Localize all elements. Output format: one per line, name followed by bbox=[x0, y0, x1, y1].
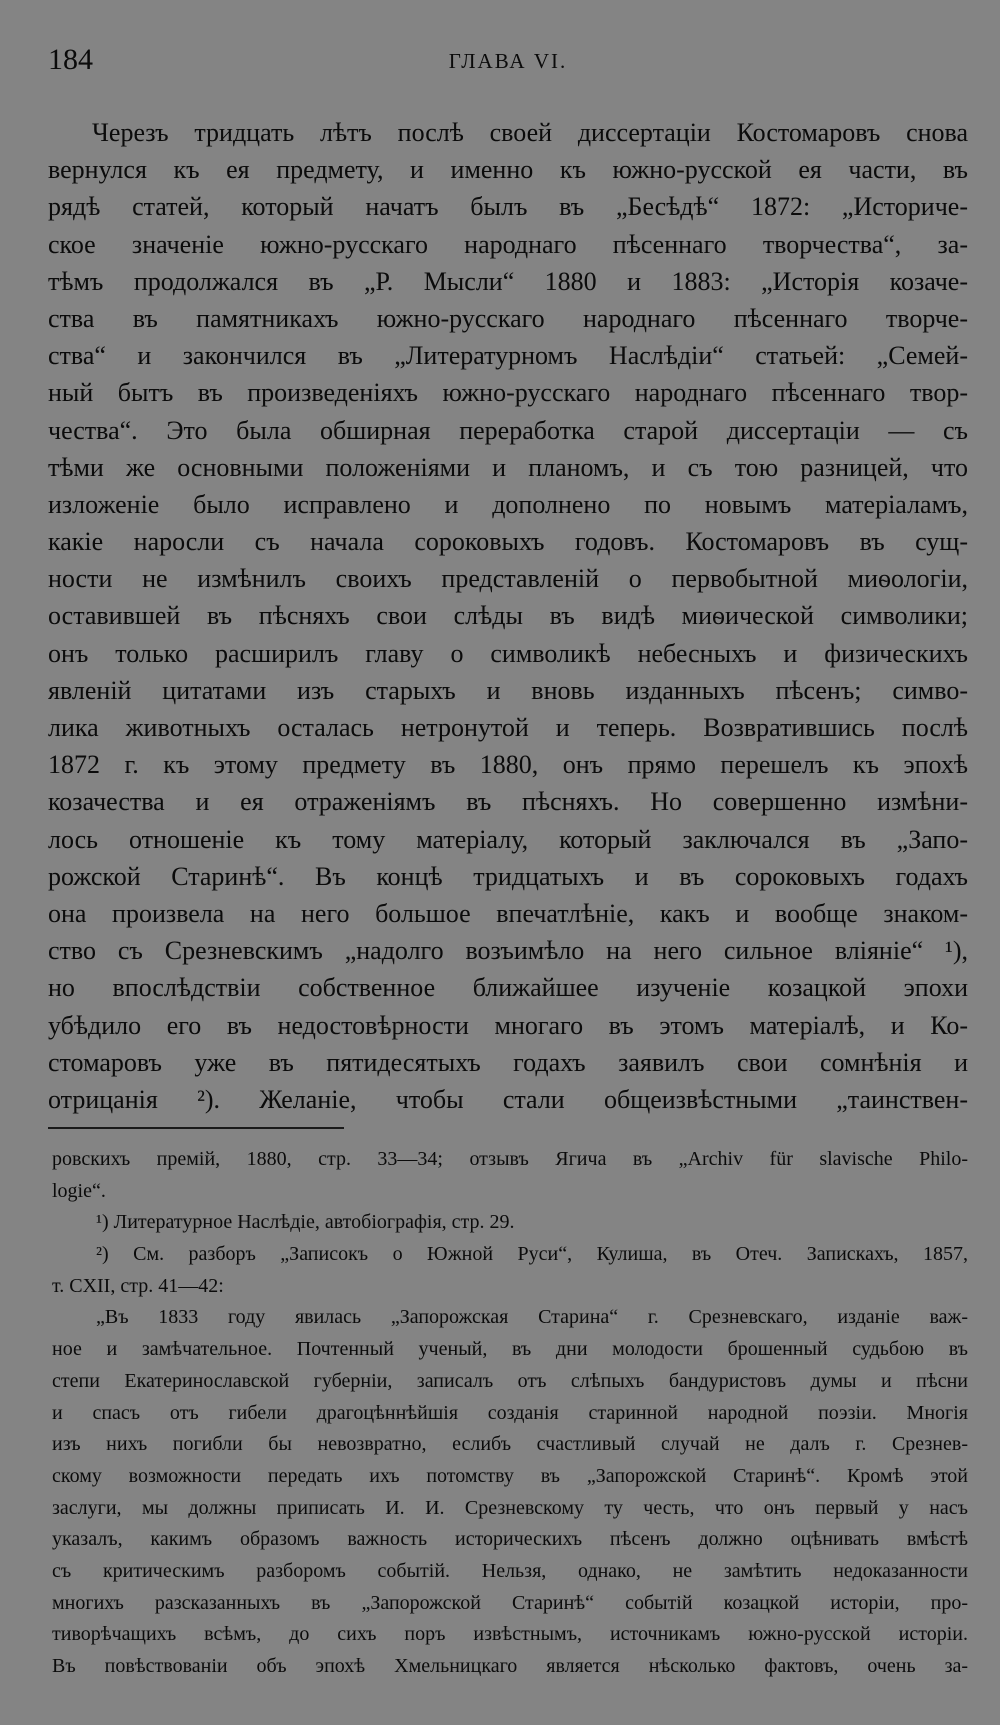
footnote-quote-line: степи Екатеринославской губерніи, записалъ отъ слѣпыхъ бандуристовъ думы и пѣсни bbox=[52, 1369, 968, 1392]
body-line: оставившей въ пѣсняхъ свои слѣды въ видѣ миѳической символики; bbox=[48, 601, 968, 631]
body-line: онъ только расширилъ главу о символикѣ небесныхъ и физическихъ bbox=[48, 638, 968, 668]
footnote-quote-line: Въ повѣствованіи объ эпохѣ Хмельницкаго является нѣсколько фактовъ, очень за- bbox=[52, 1655, 968, 1677]
footnote-2: ²) См. разборъ „Записокъ о Южной Руси“, Кулиша, въ Отеч. Запискахъ, 1857, bbox=[96, 1243, 968, 1266]
body-line: убѣдило его въ недостовѣрности многаго въ этомъ матеріалѣ, и Ко- bbox=[48, 1010, 968, 1040]
footnote-quote-line: изъ нихъ погибли бы невозвратно, еслибъ счастливый случай не далъ г. Срезнев- bbox=[52, 1433, 968, 1456]
footnote-quote-line: скому возможности передать ихъ потомству въ „Запорожской Старинѣ“. Кромѣ этой bbox=[52, 1464, 968, 1487]
body-line: ства“ и закончился въ „Литературномъ Наслѣдіи“ статьей: „Семей- bbox=[48, 341, 968, 371]
body-line: стомаровъ уже въ пятидесятыхъ годахъ заявилъ свои сомнѣнія и bbox=[48, 1047, 968, 1077]
footnote-quote-line: ное и замѣчательное. Почтенный ученый, въ дни молодости брошенный судьбою въ bbox=[52, 1338, 968, 1361]
body-line: лось отношеніе къ тому матеріалу, который заключался въ „Запо- bbox=[48, 824, 968, 854]
footnote-line: ровскихъ премій, 1880, стр. 33—34; отзывъ Ягича въ „Archiv für slavische Philo- bbox=[52, 1148, 968, 1170]
footnotes bbox=[52, 1144, 968, 1683]
body-line: она произвела на него большое впечатлѣніе, какъ и вообще знаком- bbox=[48, 898, 968, 928]
footnote-quote-line: съ критическимъ разборомъ событій. Нельзя, однако, не замѣтить недоказанности bbox=[52, 1559, 968, 1582]
body-line: вернулся къ ея предмету, и именно къ южно-русской ея части, въ bbox=[48, 155, 968, 185]
body-line: Черезъ тридцать лѣтъ послѣ своей диссертаціи Костомаровъ снова bbox=[92, 118, 968, 147]
footnote-quote-line: „Въ 1833 году явилась „Запорожская Старина“ г. Срезневскаго, изданіе важ- bbox=[96, 1306, 968, 1329]
body-line: отрицанія ²). Желаніе, чтобы стали общеизвѣстными „таинствен- bbox=[48, 1084, 968, 1114]
body-line: явленій цитатами изъ старыхъ и вновь изданныхъ пѣсенъ; симво- bbox=[48, 675, 968, 705]
footnote-line: т. CXII, стр. 41—42: bbox=[52, 1274, 224, 1297]
body-line: ство съ Срезневскимъ „надолго возъимѣло на него сильное вліяніе“ ¹), bbox=[48, 936, 968, 966]
body-line: рядѣ статей, который начатъ былъ въ „Бесѣдѣ“ 1872: „Историче- bbox=[48, 192, 968, 222]
footnote-line: logie“. bbox=[52, 1179, 106, 1202]
page-header bbox=[48, 40, 968, 80]
body-line: но впослѣдствіи собственное ближайшее изученіе козацкой эпохи bbox=[48, 973, 968, 1003]
body-line: изложеніе было исправлено и дополнено по новымъ матеріаламъ, bbox=[48, 489, 968, 519]
body-line: тѣмъ продолжался въ „Р. Мысли“ 1880 и 1883: „Исторія козаче- bbox=[48, 266, 968, 296]
body-line: ское значеніе южно-русскаго народнаго пѣсеннаго творчества“, за- bbox=[48, 229, 968, 259]
footnote-quote-line: заслуги, мы должны приписать И. И. Срезневскому ту честь, что онъ первый у насъ bbox=[52, 1496, 968, 1519]
body-line: козачества и ея отраженіямъ въ пѣсняхъ. Но совершенно измѣни- bbox=[48, 787, 968, 817]
footnote-quote-line: и спасъ отъ гибели драгоцѣннѣйшія созданія старинной народной поэзіи. Многія bbox=[52, 1401, 968, 1424]
running-head: ГЛАВА VI. bbox=[448, 49, 568, 73]
body-line: чества“. Это была обширная переработка старой диссертаціи — съ bbox=[48, 415, 968, 445]
body-line: ный бытъ въ произведеніяхъ южно-русскаго народнаго пѣсеннаго твор- bbox=[48, 378, 968, 408]
footnote-quote-line: многихъ разсказанныхъ въ „Запорожской Старинѣ“ событій козацкой исторіи, про- bbox=[52, 1591, 968, 1614]
body-line: тѣми же основными положеніями и планомъ, и съ тою разницей, что bbox=[48, 452, 968, 482]
body-line: лика животныхъ осталась нетронутой и теперь. Возвратившись послѣ bbox=[48, 713, 968, 742]
footnote-divider bbox=[48, 1127, 344, 1129]
footnote-quote-line: указалъ, какимъ образомъ важность историческихъ пѣсенъ должно оцѣнивать вмѣстѣ bbox=[52, 1528, 968, 1551]
main-text bbox=[48, 114, 968, 1118]
body-line: какіе наросли съ начала сороковыхъ годовъ. Костомаровъ въ сущ- bbox=[48, 527, 968, 557]
footnote-quote-line: тиворѣчащихъ всѣмъ, до сихъ поръ извѣстнымъ, источникамъ южно-русской исторіи. bbox=[52, 1623, 968, 1646]
page-number: 184 bbox=[48, 43, 93, 76]
footnote-1: ¹) Литературное Наслѣдіе, автобіографія, стр. 29. bbox=[96, 1211, 515, 1234]
body-line: 1872 г. къ этому предмету въ 1880, онъ прямо перешелъ къ эпохѣ bbox=[48, 750, 968, 780]
body-line: рожской Старинѣ“. Въ концѣ тридцатыхъ и въ сороковыхъ годахъ bbox=[48, 861, 968, 891]
body-line: ства въ памятникахъ южно-русскаго народнаго пѣсеннаго творче- bbox=[48, 303, 968, 333]
body-line: ности не измѣнилъ своихъ представленій о первобытной миѳологіи, bbox=[48, 564, 968, 594]
